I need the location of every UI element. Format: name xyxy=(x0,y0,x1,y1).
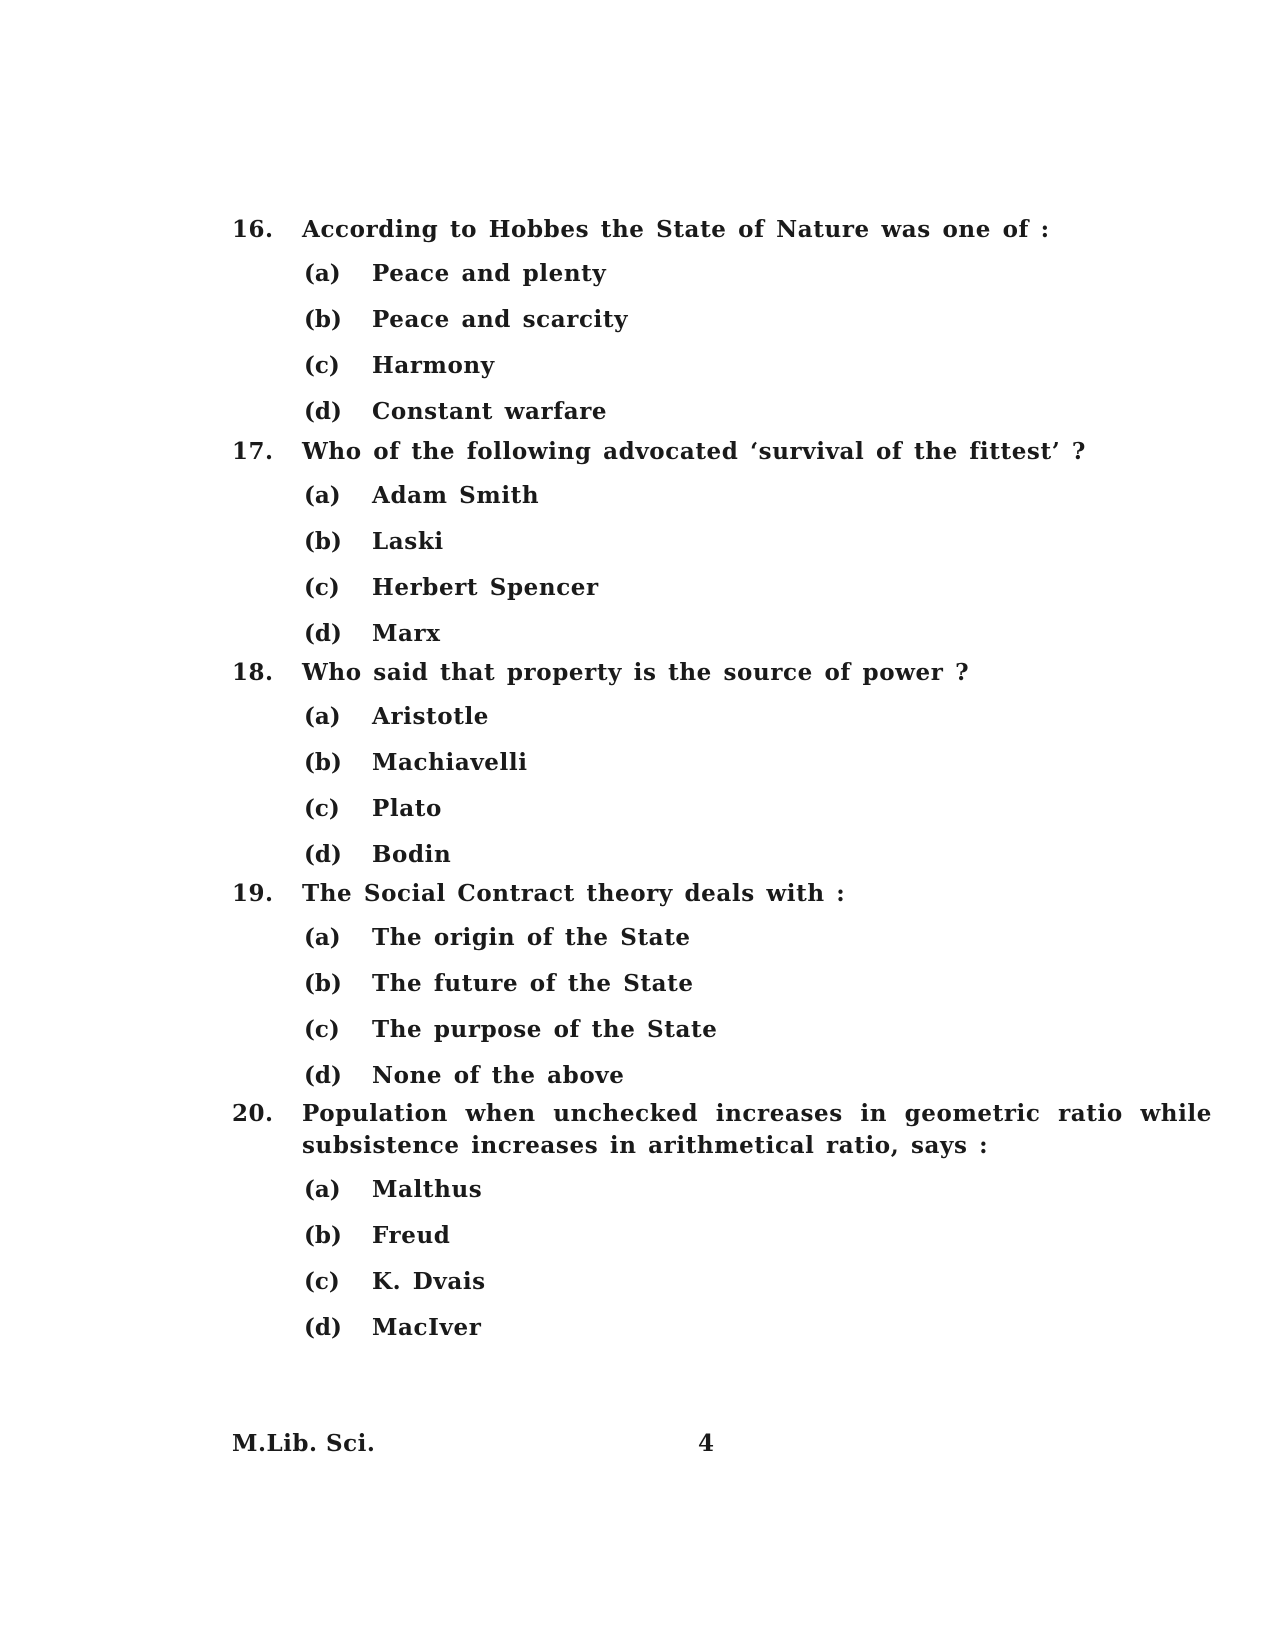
option-c xyxy=(304,350,1212,396)
option-a xyxy=(304,258,1212,304)
option-text: Constant warfare xyxy=(372,398,608,425)
option-label: (c) xyxy=(304,795,340,822)
option-c xyxy=(304,1014,1212,1060)
option-label: (b) xyxy=(304,1222,342,1249)
question-text: Who said that property is the source of power ? xyxy=(302,659,970,686)
question-number: 17. xyxy=(232,438,274,465)
option-text: K. Dvais xyxy=(372,1268,486,1295)
footer-course-code: M.Lib. Sci. xyxy=(232,1430,376,1457)
question-text: Who of the following advocated ‘survival of the fittest’ ? xyxy=(302,438,1086,465)
option-label: (c) xyxy=(304,1268,340,1295)
option-label: (a) xyxy=(304,703,341,730)
option-a xyxy=(304,1174,1212,1220)
option-label: (a) xyxy=(304,482,341,509)
option-a xyxy=(304,701,1212,747)
option-label: (d) xyxy=(304,1314,342,1341)
option-label: (c) xyxy=(304,574,340,601)
option-b xyxy=(304,747,1212,793)
page-number: 4 xyxy=(698,1430,715,1457)
option-text: Harmony xyxy=(372,352,495,379)
question-header xyxy=(232,436,1212,480)
option-label: (d) xyxy=(304,841,342,868)
option-text: Machiavelli xyxy=(372,749,528,776)
option-b xyxy=(304,304,1212,350)
option-label: (d) xyxy=(304,1062,342,1089)
option-text: The origin of the State xyxy=(372,924,691,951)
question-17 xyxy=(232,436,1212,664)
option-label: (b) xyxy=(304,528,342,555)
question-number: 20. xyxy=(232,1100,274,1127)
question-text: According to Hobbes the State of Nature was one of : xyxy=(302,216,1050,243)
option-text: Plato xyxy=(372,795,442,822)
question-20 xyxy=(232,1098,1212,1358)
question-text: The Social Contract theory deals with : xyxy=(302,880,846,907)
option-label: (c) xyxy=(304,352,340,379)
option-text: Adam Smith xyxy=(372,482,540,509)
question-number: 18. xyxy=(232,659,274,686)
option-d xyxy=(304,1312,1212,1358)
option-label: (b) xyxy=(304,970,342,997)
option-c xyxy=(304,572,1212,618)
option-text: Freud xyxy=(372,1222,451,1249)
option-label: (d) xyxy=(304,398,342,425)
question-text: Population when unchecked increases in geometric ratio while subsistence increases in arithmetical ratio, says : xyxy=(302,1100,1212,1159)
option-label: (a) xyxy=(304,924,341,951)
option-a xyxy=(304,480,1212,526)
question-number: 19. xyxy=(232,880,274,907)
option-text: MacIver xyxy=(372,1314,482,1341)
question-19 xyxy=(232,878,1212,1106)
option-text: Bodin xyxy=(372,841,452,868)
option-text: The future of the State xyxy=(372,970,694,997)
option-text: Aristotle xyxy=(372,703,490,730)
option-b xyxy=(304,968,1212,1014)
option-label: (b) xyxy=(304,749,342,776)
option-text: The purpose of the State xyxy=(372,1016,718,1043)
option-text: Malthus xyxy=(372,1176,483,1203)
option-text: Laski xyxy=(372,528,444,555)
question-header xyxy=(232,878,1212,922)
option-a xyxy=(304,922,1212,968)
option-label: (a) xyxy=(304,260,341,287)
option-label: (c) xyxy=(304,1016,340,1043)
question-number: 16. xyxy=(232,216,274,243)
option-text: Peace and scarcity xyxy=(372,306,629,333)
option-text: Herbert Spencer xyxy=(372,574,599,601)
option-label: (d) xyxy=(304,620,342,647)
question-18 xyxy=(232,657,1212,885)
option-b xyxy=(304,526,1212,572)
question-16 xyxy=(232,214,1212,442)
option-c xyxy=(304,793,1212,839)
question-header xyxy=(232,1098,1212,1174)
option-label: (a) xyxy=(304,1176,341,1203)
option-text: Marx xyxy=(372,620,441,647)
question-header xyxy=(232,657,1212,701)
option-b xyxy=(304,1220,1212,1266)
option-text: None of the above xyxy=(372,1062,625,1089)
option-text: Peace and plenty xyxy=(372,260,607,287)
question-header xyxy=(232,214,1212,258)
option-c xyxy=(304,1266,1212,1312)
option-label: (b) xyxy=(304,306,342,333)
